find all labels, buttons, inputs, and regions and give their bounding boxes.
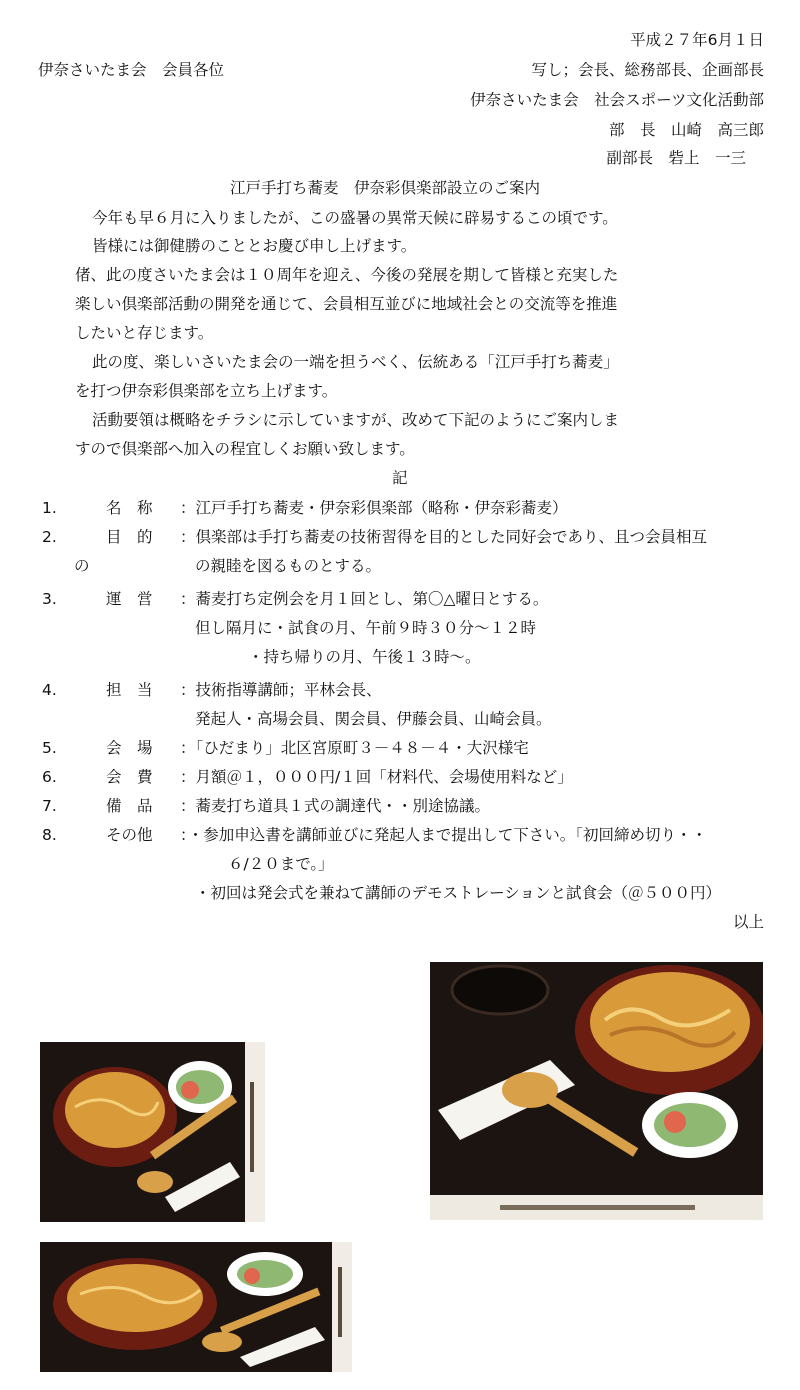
soba-bowl-illustration	[40, 1242, 352, 1372]
body-line: 活動要領は概略をチラシに示していますが、改めて下記のようにご案内しま	[92, 411, 620, 429]
soba-bowl-illustration	[430, 950, 763, 1220]
item-text: ：江戸手打ち蕎麦・伊奈彩倶楽部（略称・伊奈彩蕎麦）	[180, 499, 568, 517]
item-label: 担 当	[106, 681, 153, 699]
item-text: ：蕎麦打ち定例会を月１回とし、第〇△曜日とする。	[180, 590, 549, 608]
body-line: 偖、此の度さいたま会は１０周年を迎え、今後の発展を期して皆様と充実した	[75, 266, 619, 284]
soba-bowl-illustration	[40, 1042, 265, 1222]
body-line: 皆様には御健勝のこととお慶び申し上げます。	[92, 237, 417, 255]
item-text: ：月額＠１，０００円/１回「材料代、会場使用料など」	[180, 768, 573, 786]
item-number: 6.	[42, 768, 57, 786]
item-text: ・初回は発会式を兼ねて講師のデモストレーションと試食会（＠５００円）	[195, 884, 721, 902]
soba-photo-small-1	[40, 1042, 265, 1222]
item-number: 7.	[42, 797, 57, 815]
item-text: ：技術指導講師；平林会長、	[180, 681, 382, 699]
item-text: ：倶楽部は手打ち蕎麦の技術習得を目的とした同好会であり、且つ会員相互	[180, 528, 708, 546]
body-line: すので倶楽部へ加入の程宜しくお願い致します。	[75, 440, 415, 458]
item-overflow: の	[74, 557, 90, 575]
item-number: 1.	[42, 499, 57, 517]
item-text: ・持ち帰りの月、午後１３時～。	[248, 648, 481, 666]
item-number: 2.	[42, 528, 57, 546]
item-text: ：・参加申込書を講師並びに発起人まで提出して下さい。「初回締め切り・・	[180, 826, 708, 844]
body-line: 今年も早６月に入りましたが、この盛暑の異常天候に辟易するこの頃です。	[92, 209, 618, 227]
body-line: 楽しい倶楽部活動の開発を通じて、会員相互並びに地域社会との交流等を推進	[75, 295, 618, 313]
item-number: 4.	[42, 681, 57, 699]
sender-organization: 伊奈さいたま会 社会スポーツ文化活動部	[470, 91, 764, 109]
item-text: ：「ひだまり」北区宮原町３－４８－４・大沢様宅	[180, 739, 529, 757]
item-number: 5.	[42, 739, 57, 757]
sender-head: 部 長 山崎 高三郎	[608, 121, 764, 139]
letter-date: 平成２７年6月１日	[630, 31, 764, 49]
closing-ijou: 以上	[732, 913, 764, 931]
item-text: 但し隔月に・試食の月、午前９時３０分～１２時	[195, 619, 537, 637]
cc-line: 写し；会長、総務部長、企画部長	[531, 61, 764, 79]
soba-photo-small-2	[40, 1242, 352, 1372]
item-number: 3.	[42, 590, 57, 608]
sender-deputy: 副部長 砦上 一三	[606, 149, 746, 167]
item-number: 8.	[42, 826, 57, 844]
item-label: その他	[106, 826, 153, 844]
body-line: したいと存じます。	[75, 324, 214, 342]
body-line: 此の度、楽しいさいたま会の一端を担うべく、伝統ある「江戸手打ち蕎麦」	[92, 353, 619, 371]
item-label: 目 的	[106, 528, 153, 546]
item-label: 会 費	[106, 768, 153, 786]
item-text: ：蕎麦打ち道具１式の調達代・・別途協議。	[180, 797, 491, 815]
item-text: 発起人・高場会員、関会員、伊藤会員、山崎会員。	[195, 710, 552, 728]
ki-marker: 記	[392, 469, 408, 487]
body-line: を打つ伊奈彩倶楽部を立ち上げます。	[75, 382, 338, 400]
item-label: 運 営	[106, 590, 153, 608]
item-text: の親睦を図るものとする。	[195, 557, 382, 575]
item-label: 会 場	[106, 739, 153, 757]
item-text: ６/２０まで。」	[228, 855, 334, 873]
item-label: 備 品	[106, 797, 153, 815]
soba-photo-large	[430, 950, 763, 1220]
item-label: 名 称	[106, 499, 153, 517]
addressee: 伊奈さいたま会 会員各位	[38, 61, 225, 79]
letter-title: 江戸手打ち蕎麦 伊奈彩倶楽部設立のご案内	[230, 179, 541, 197]
